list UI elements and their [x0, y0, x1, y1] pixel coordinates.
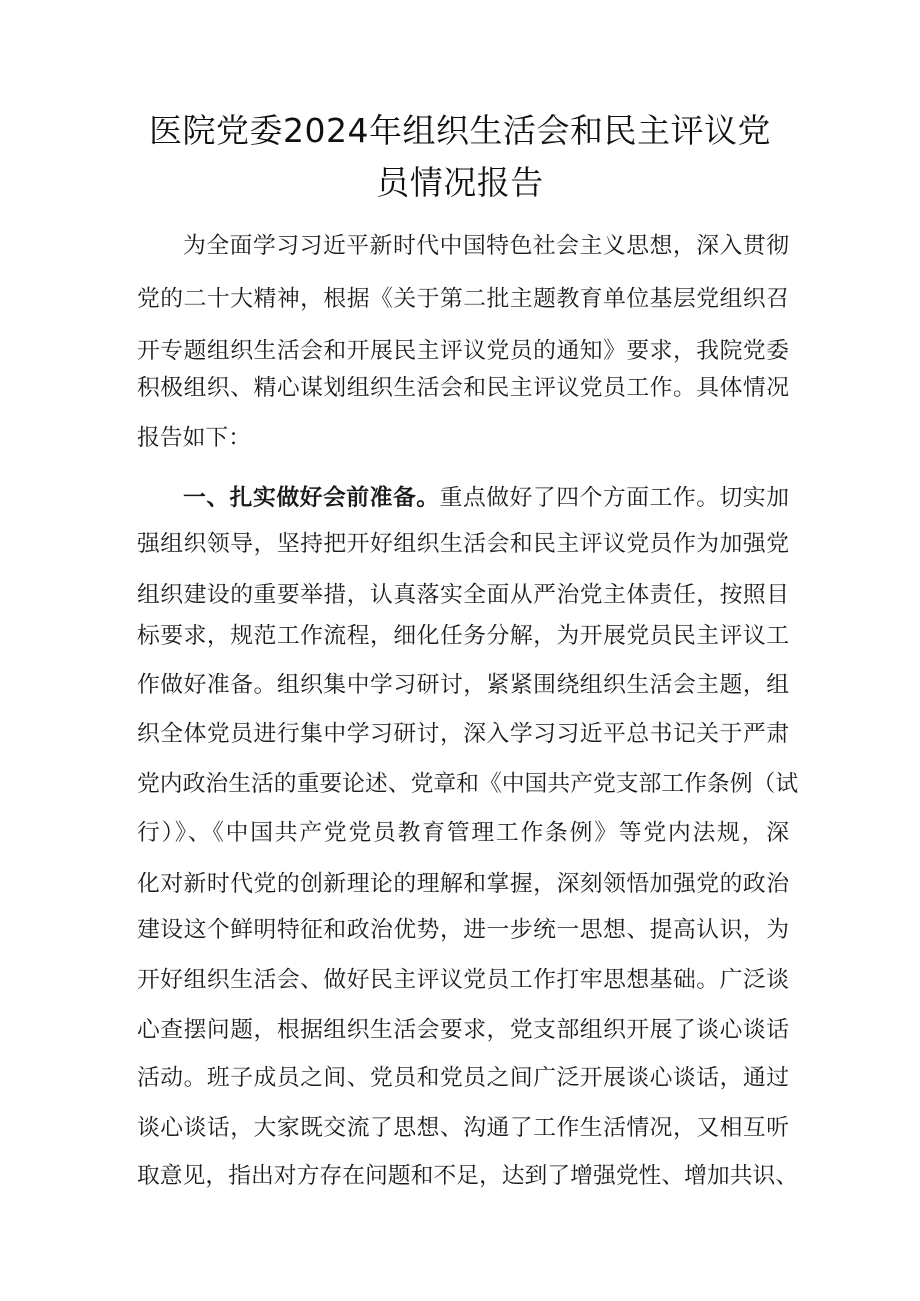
- section-1-line: 党内政治生活的重要论述、党章和《中国共产党支部工作条例（试: [137, 771, 799, 797]
- section-1-line: 织全体党员进行集中学习研讨，深入学习习近平总书记关于严肃: [137, 721, 789, 747]
- report-title-line-1: 医院党委2024年组织生活会和民主评议党: [149, 111, 771, 150]
- intro-line: 报告如下：: [137, 425, 251, 451]
- section-1-heading: 一、扎实做好会前准备。: [183, 485, 440, 511]
- intro-line: 积极组织、精心谋划组织生活会和民主评议党员工作。具体情况: [137, 375, 789, 401]
- report-title-line-2: 员情况报告: [376, 163, 544, 202]
- intro-line: 开专题组织生活会和开展民主评议党员的通知》要求，我院党委: [137, 338, 789, 364]
- section-1-line: 标要求，规范工作流程，细化任务分解，为开展党员民主评议工: [137, 623, 789, 649]
- section-1-first-line-text: 重点做好了四个方面工作。切实加: [439, 485, 789, 511]
- section-1-line: 活动。班子成员之间、党员和党员之间广泛开展谈心谈话，通过: [137, 1065, 789, 1091]
- section-1-line: 作做好准备。组织集中学习研讨，紧紧围绕组织生活会主题，组: [137, 672, 789, 698]
- intro-line: 为全面学习习近平新时代中国特色社会主义思想，深入贯彻: [183, 233, 789, 259]
- intro-line: 党的二十大精神，根据《关于第二批主题教育单位基层党组织召: [137, 286, 789, 312]
- section-1-line: 心查摆问题，根据组织生活会要求，党支部组织开展了谈心谈话: [137, 1017, 789, 1043]
- section-1-line: 开好组织生活会、做好民主评议党员工作打牢思想基础。广泛谈: [137, 967, 789, 993]
- section-1-line: 建设这个鲜明特征和政治优势，进一步统一思想、提高认识，为: [137, 917, 789, 943]
- section-1-line: 强组织领导，坚持把开好组织生活会和民主评议党员作为加强党: [137, 531, 789, 557]
- section-1-line: 化对新时代党的创新理论的理解和掌握，深刻领悟加强党的政治: [137, 871, 789, 897]
- section-1-first-line: [183, 478, 789, 518]
- section-1-line: 取意见，指出对方存在问题和不足，达到了增强党性、增加共识、: [137, 1163, 799, 1189]
- section-1-line: 谈心谈话，大家既交流了思想、沟通了工作生活情况，又相互听: [137, 1115, 789, 1141]
- section-1-line: 组织建设的重要举措，认真落实全面从严治党主体责任，按照目: [137, 582, 789, 608]
- section-1-line: 行）》、《中国共产党党员教育管理工作条例》等党内法规，深: [137, 820, 789, 846]
